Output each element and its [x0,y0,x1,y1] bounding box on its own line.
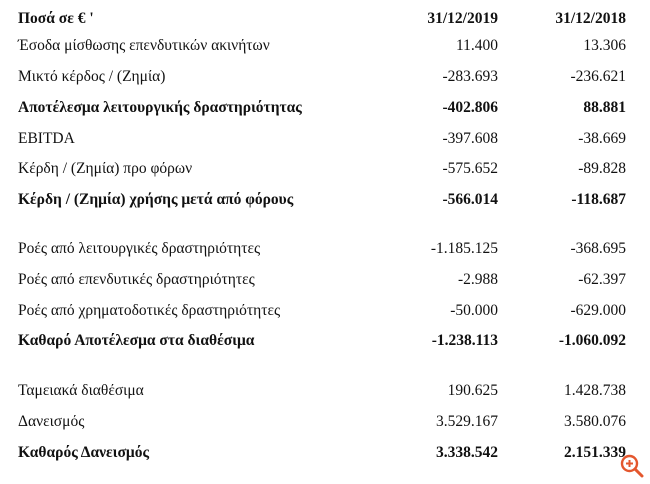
table-row [0,237,650,261]
value-2018: 2.151.339 [564,444,626,461]
value-2019: 190.625 [447,382,498,399]
table-row [0,441,650,465]
value-2018: 3.580.076 [564,413,626,430]
value-2019: -1.185.125 [430,240,498,257]
value-2018: 1.428.738 [564,382,626,399]
value-2018: -1.060.092 [558,332,626,349]
table-row [0,268,650,292]
value-2018: -629.000 [570,302,626,319]
value-2019: 11.400 [455,37,498,54]
value-2019: 3.338.542 [436,444,498,461]
table-row [0,157,650,181]
zoom-in-icon[interactable] [619,453,645,479]
table-row [0,188,650,212]
row-label: Κέρδη / (Ζημία) προ φόρων [18,160,193,177]
value-2019: -50.000 [450,302,498,319]
value-2018: 13.306 [583,37,626,54]
row-label: Ταμειακά διαθέσιμα [18,382,144,399]
value-2019: -2.988 [457,271,498,288]
value-2018: -38.669 [578,130,626,147]
value-2018: -118.687 [571,191,626,208]
row-label: Μικτό κέρδος / (Ζημία) [18,68,166,85]
table-row [0,34,650,58]
table-row [0,410,650,434]
row-label: Αποτέλεσμα λειτουργικής δραστηριότητας [18,99,302,116]
table-row [0,65,650,89]
table-row [0,379,650,403]
table-row [0,299,650,323]
row-label: Καθαρό Αποτέλεσμα στα διαθέσιμα [18,332,255,349]
value-2019: 3.529.167 [436,413,498,430]
row-label: Καθαρός Δανεισμός [18,444,149,461]
table-row [0,329,650,353]
value-2018: -62.397 [578,271,626,288]
row-label: Ροές από χρηματοδοτικές δραστηριότητες [18,302,281,319]
value-2019: -575.652 [442,160,498,177]
value-2018: -236.621 [570,68,626,85]
value-2018: -89.828 [578,160,626,177]
table-row [0,96,650,120]
value-2019: -1.238.113 [431,332,498,349]
value-2019: -402.806 [442,99,498,116]
header-2019: 31/12/2019 [427,10,498,27]
row-label: Δανεισμός [18,413,85,430]
value-2019: -566.014 [442,191,498,208]
header-label: Ποσά σε € ' [18,10,94,27]
header-2018: 31/12/2018 [555,10,626,27]
row-label: EBITDA [18,130,75,147]
table-header-row [0,7,650,31]
value-2019: -397.608 [442,130,498,147]
row-label: Ροές από επενδυτικές δραστηριότητες [18,271,255,288]
row-label: Ροές από λειτουργικές δραστηριότητες [18,240,261,257]
value-2018: 88.881 [583,99,626,116]
row-label: Κέρδη / (Ζημία) χρήσης μετά από φόρους [18,191,294,208]
row-label: Έσοδα μίσθωσης επενδυτικών ακινήτων [18,37,270,54]
table-row [0,127,650,151]
value-2018: -368.695 [570,240,626,257]
value-2019: -283.693 [442,68,498,85]
